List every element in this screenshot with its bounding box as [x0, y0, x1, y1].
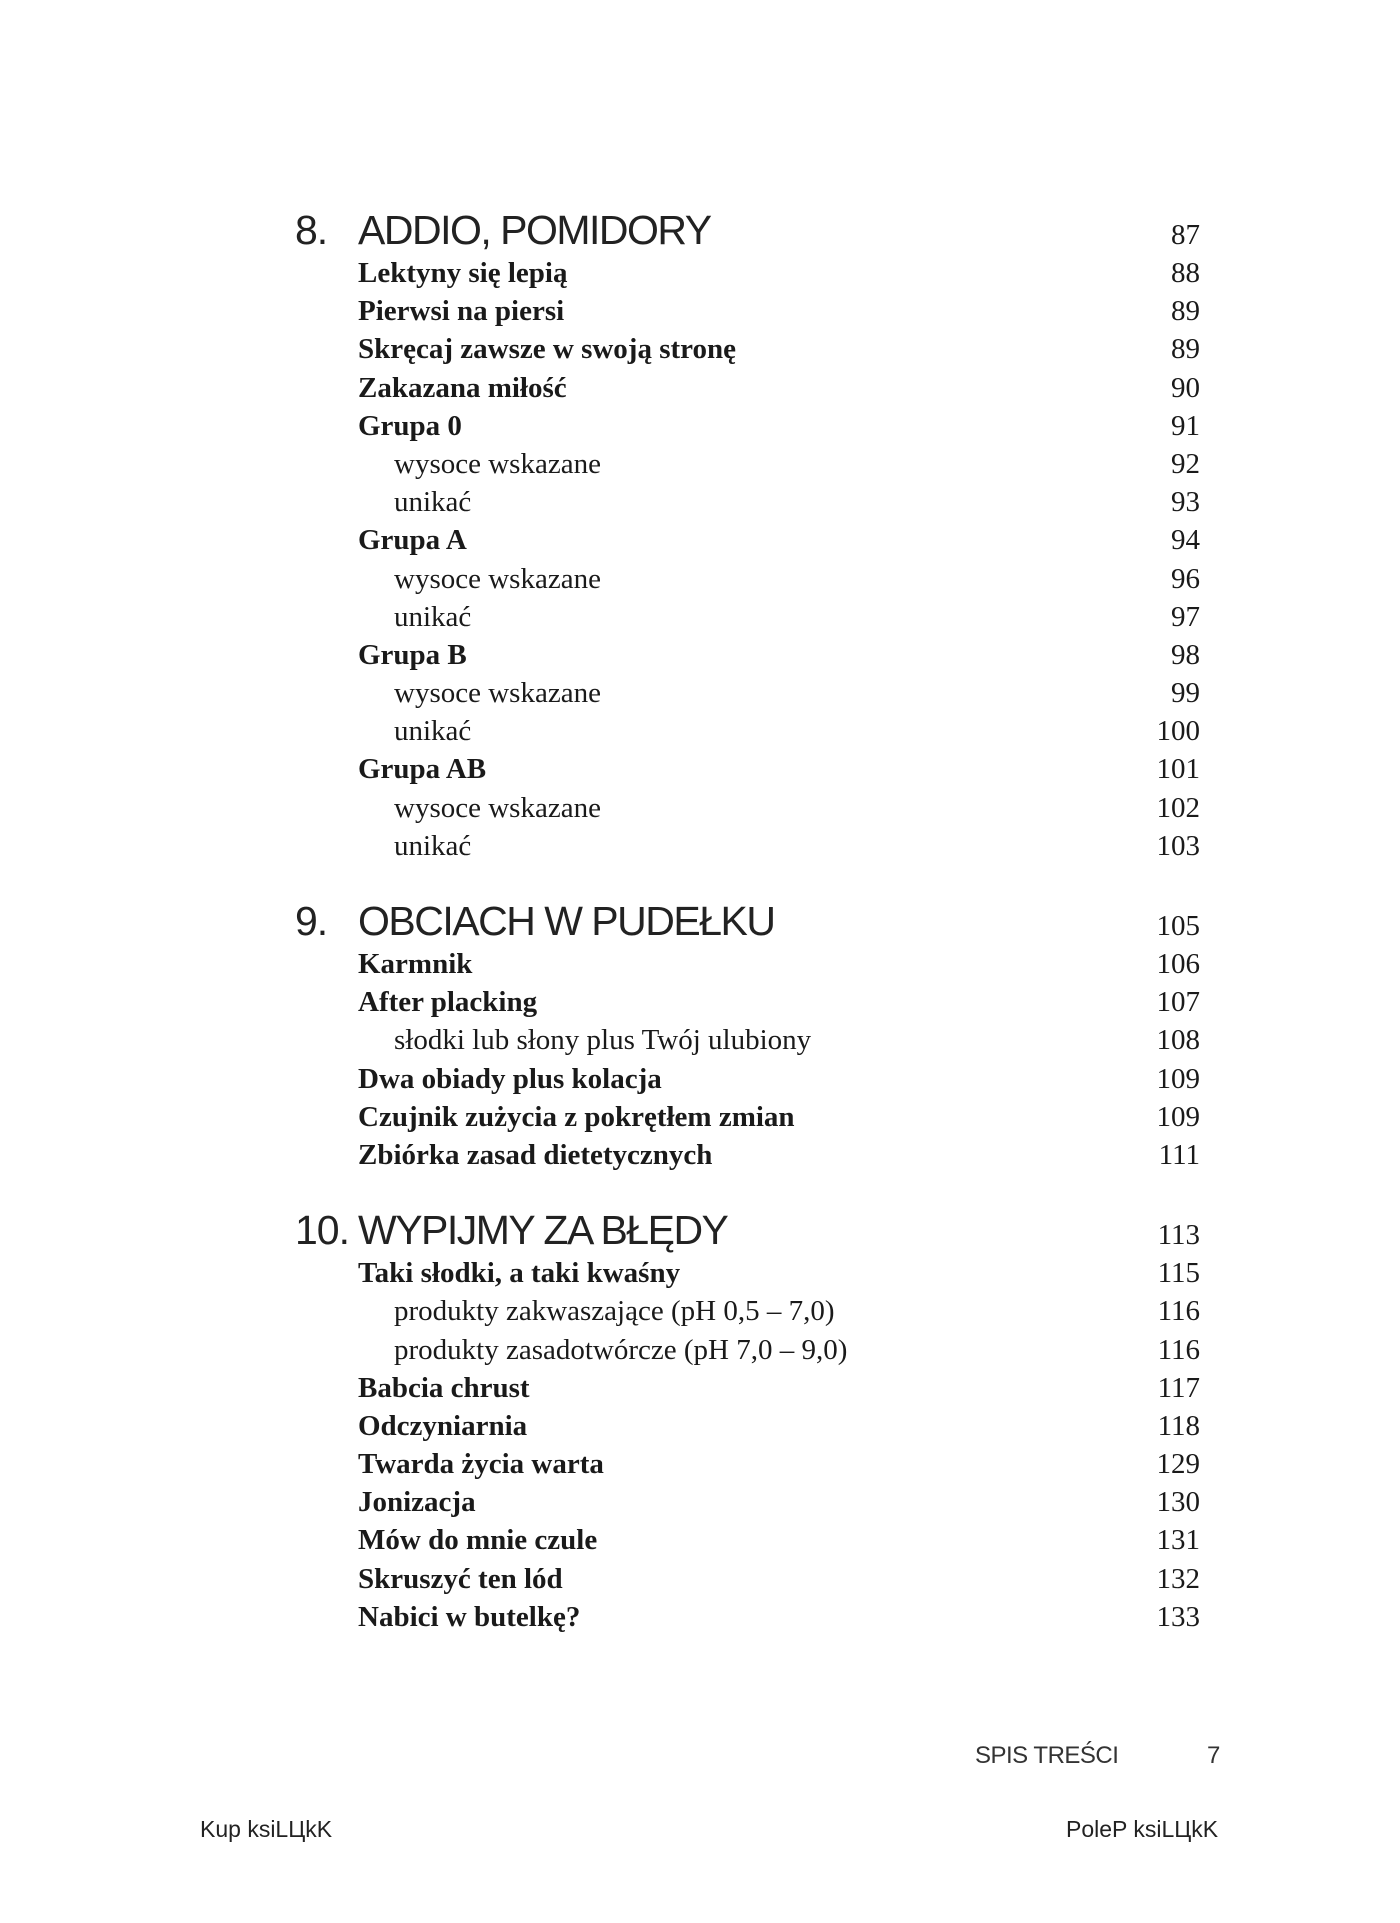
entry-page: 109	[1156, 1100, 1200, 1133]
chapter-number: 8.	[295, 207, 328, 253]
buy-book-link[interactable]: Kup ksiLЦkK	[200, 1816, 333, 1842]
recommend-book-link[interactable]: PoleP ksiLЦkK	[1066, 1816, 1219, 1842]
toc-section-entry	[295, 750, 1200, 788]
toc-subentry	[295, 827, 1200, 865]
entry-label: Skręcaj zawsze w swoją stronę	[358, 333, 736, 366]
chapter-number: 10.	[295, 1207, 349, 1254]
entry-page: 88	[1171, 257, 1200, 289]
entry-label: Skruszyć ten lód	[358, 1562, 563, 1595]
page-number: 7	[1207, 1742, 1221, 1769]
entry-label: wysoce wskazane	[394, 562, 601, 595]
chapter-heading	[295, 198, 1200, 254]
entry-page: 92	[1171, 447, 1200, 480]
entry-page: 117	[1157, 1371, 1200, 1404]
chapter-number: 9.	[295, 898, 328, 944]
entry-page: 99	[1171, 677, 1200, 710]
entry-label: wysoce wskazane	[394, 447, 601, 480]
entry-label: Czujnik zużycia z pokrętłem zmian	[358, 1100, 795, 1133]
toc-subentry	[295, 445, 1200, 483]
entry-label: wysoce wskazane	[394, 677, 601, 710]
entry-page: 107	[1156, 986, 1200, 1019]
entry-label: Jonizacja	[358, 1486, 476, 1519]
entry-page: 108	[1156, 1024, 1200, 1057]
entry-page: 100	[1156, 715, 1200, 748]
entry-label: wysoce wskazane	[394, 791, 601, 824]
entry-page: 90	[1171, 371, 1200, 404]
toc-subentry	[295, 712, 1200, 750]
toc-subentry	[295, 483, 1200, 521]
entry-label: Dwa obiady plus kolacja	[358, 1062, 662, 1095]
entry-page: 91	[1171, 409, 1200, 442]
entry-page: 102	[1156, 791, 1200, 824]
toc-section-entry	[295, 1521, 1200, 1559]
entry-page: 111	[1158, 1138, 1200, 1171]
entry-label: unikać	[394, 715, 472, 748]
entry-page: 94	[1171, 524, 1200, 557]
entry-page: 132	[1156, 1562, 1200, 1595]
toc-section-entry	[295, 1254, 1200, 1292]
entry-label: słodki lub słony plus Twój ulubiony	[394, 1024, 812, 1057]
entry-label: Babcia chrust	[358, 1371, 530, 1404]
entry-label: Zbiórka zasad dietetycznych	[358, 1138, 713, 1171]
entry-label: unikać	[394, 600, 472, 633]
entry-page: 103	[1156, 829, 1200, 862]
entry-page: 116	[1157, 1333, 1200, 1366]
toc-subentry	[295, 598, 1200, 636]
toc-section-entry	[295, 1445, 1200, 1483]
entry-page: 116	[1157, 1295, 1200, 1328]
toc-section-entry	[295, 407, 1200, 445]
entry-label: Grupa AB	[358, 753, 487, 786]
toc-section-entry	[295, 1560, 1200, 1598]
entry-page: 89	[1171, 295, 1200, 328]
toc-section-entry	[295, 1136, 1200, 1174]
entry-label: Grupa 0	[358, 409, 462, 442]
entry-label: Mów do mnie czule	[358, 1524, 598, 1557]
entry-page: 101	[1156, 753, 1200, 786]
toc-section-entry	[295, 1483, 1200, 1521]
entry-page: 109	[1156, 1062, 1200, 1095]
running-title: SPIS TREŚCI	[975, 1742, 1119, 1769]
entry-label: Pierwsi na piersi	[358, 295, 565, 328]
entry-page: 89	[1171, 333, 1200, 366]
toc-section-entry	[295, 330, 1200, 368]
entry-label: Nabici w butelkę?	[358, 1600, 581, 1633]
toc-subentry	[295, 789, 1200, 827]
entry-label: After placking	[358, 986, 538, 1019]
toc-section-entry	[295, 1598, 1200, 1636]
entry-page: 133	[1156, 1600, 1200, 1633]
chapter-page: 87	[1171, 219, 1200, 251]
chapter-page: 113	[1157, 1219, 1200, 1252]
entry-label: Grupa B	[358, 638, 467, 671]
entry-label: Grupa A	[358, 524, 467, 557]
entry-page: 96	[1171, 562, 1200, 595]
entry-page: 115	[1157, 1257, 1200, 1290]
chapter-title: ADDIO, POMIDORY	[358, 207, 711, 253]
chapter-title: OBCIACH W PUDEŁKU	[358, 898, 775, 944]
toc-section-entry	[295, 292, 1200, 330]
entry-page: 129	[1156, 1448, 1200, 1481]
chapter-title: WYPIJMY ZA BŁĘDY	[358, 1207, 728, 1254]
entry-page: 97	[1171, 600, 1200, 633]
toc-section-entry	[295, 1060, 1200, 1098]
entry-page: 131	[1156, 1524, 1200, 1557]
entry-label: unikać	[394, 829, 472, 862]
table-of-contents	[295, 198, 1200, 1636]
entry-page: 106	[1156, 948, 1200, 980]
chapter-heading	[295, 1198, 1200, 1254]
toc-subentry	[295, 560, 1200, 598]
entry-page: 130	[1156, 1486, 1200, 1519]
toc-subentry	[295, 1331, 1200, 1369]
entry-label: Zakazana miłość	[358, 371, 567, 404]
entry-label: produkty zasadotwórcze (pH 7,0 – 9,0)	[394, 1333, 848, 1366]
entry-label: produkty zakwaszające (pH 0,5 – 7,0)	[394, 1295, 835, 1328]
toc-section-entry	[295, 521, 1200, 559]
entry-label: Karmnik	[358, 948, 473, 980]
toc-section-entry	[295, 636, 1200, 674]
entry-label: Lektyny się lepią	[358, 257, 568, 289]
entry-label: Twarda życia warta	[358, 1448, 604, 1481]
entry-page: 93	[1171, 486, 1200, 519]
entry-label: unikać	[394, 486, 472, 519]
toc-subentry	[295, 674, 1200, 712]
toc-subentry	[295, 1292, 1200, 1330]
toc-section-entry	[295, 1407, 1200, 1445]
entry-label: Taki słodki, a taki kwaśny	[358, 1257, 681, 1290]
toc-section-entry	[295, 369, 1200, 407]
toc-section-entry	[295, 945, 1200, 983]
toc-section-entry	[295, 1369, 1200, 1407]
entry-label: Odczyniarnia	[358, 1409, 528, 1442]
toc-subentry	[295, 1021, 1200, 1059]
chapter-heading	[295, 889, 1200, 945]
entry-page: 118	[1157, 1409, 1200, 1442]
toc-section-entry	[295, 1098, 1200, 1136]
toc-section-entry	[295, 254, 1200, 292]
chapter-page: 105	[1156, 910, 1200, 942]
toc-section-entry	[295, 983, 1200, 1021]
entry-page: 98	[1171, 638, 1200, 671]
